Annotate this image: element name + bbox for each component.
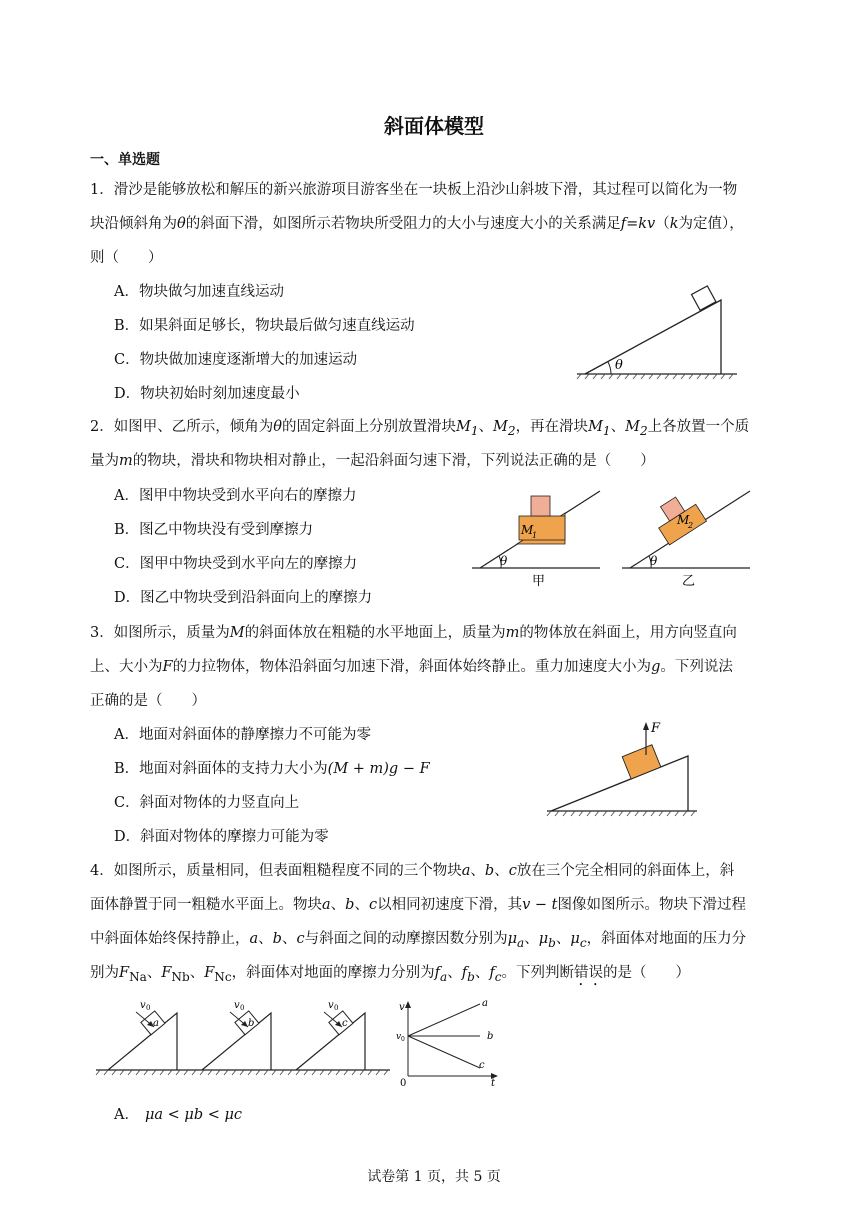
q2-option-b[interactable]: B．图乙中物块没有受到摩擦力 (114, 522, 314, 538)
q1-line3: 则（ ） (90, 250, 163, 266)
q3-line2: 上、大小为F的力拉物体，物体沿斜面匀加速下滑，斜面体始终静止。重力加速度大小为g。下列说法 (90, 659, 733, 675)
svg-text:v: v (140, 1000, 146, 1011)
svg-text:2: 2 (688, 521, 694, 530)
q4-line2: 面体静置于同一粗糙水平面上。物块a、b、c以相同初速度下滑，其v − t图像如图所示。物块下滑过程 (90, 897, 746, 913)
q3-line3: 正确的是（ ） (90, 693, 206, 709)
q3-line1: 3．如图所示，质量为M的斜面体放在粗糙的水平地面上，质量为m的物体放在斜面上，用方向竖直向 (90, 625, 737, 641)
vt-line-a (408, 1004, 480, 1036)
q4-vt-graph (394, 996, 504, 1088)
q3-option-b[interactable]: B．地面对斜面体的支持力大小为(M + m)g − F (114, 761, 430, 777)
svg-text:c: c (479, 1060, 485, 1071)
q2-option-c[interactable]: C．图甲中物块受到水平向左的摩擦力 (114, 556, 358, 572)
q1-option-a[interactable]: A．物块做匀加速直线运动 (114, 284, 284, 300)
q4-line4: 别为$F_{Na}$、$F_{Nb}$、$F_{Nc}$，斜面体对地面的摩擦力分别为$f_a$、$f_b$、$f_c$。下列判断错误的是（ ） (90, 965, 690, 984)
q4-option-a[interactable]: A． μa < μb < μc (114, 1107, 243, 1123)
q4-line1: 4．如图所示，质量相同，但表面粗糙程度不同的三个物块a、b、c放在三个完全相同的斜面体上，斜 (90, 863, 735, 879)
q2-option-a[interactable]: A．图甲中物块受到水平向右的摩擦力 (114, 488, 357, 504)
q1-option-b[interactable]: B．如果斜面足够长，物块最后做匀速直线运动 (114, 318, 415, 334)
q2-line2: 量为m的物块，滑块和物块相对静止，一起沿斜面匀速下滑，下列说法正确的是（ ） (90, 453, 655, 469)
svg-text:v: v (399, 1002, 405, 1013)
section-heading: 一、单选题 (90, 152, 160, 168)
q2-figure-yi (620, 488, 755, 588)
svg-text:M: M (521, 523, 534, 537)
svg-text:0: 0 (400, 1078, 407, 1089)
q2-option-d[interactable]: D．图乙中物块受到沿斜面向上的摩擦力 (114, 590, 373, 606)
q1-line1: 1．滑沙是能够放松和解压的新兴旅游项目游客坐在一块板上沿沙山斜坡下滑，其过程可以简化为一物 (90, 182, 738, 198)
q2-label-yi: 乙 (682, 574, 696, 589)
vt-line-c (408, 1036, 480, 1068)
svg-text:0: 0 (401, 1036, 405, 1043)
svg-text:v: v (328, 1000, 334, 1011)
svg-text:v: v (396, 1032, 402, 1042)
svg-text:t: t (491, 1078, 496, 1089)
q3-fig-F: F (651, 721, 661, 736)
q3-option-d[interactable]: D．斜面对物体的摩擦力可能为零 (114, 829, 329, 845)
q3-incline-figure (545, 718, 705, 823)
q1-line2: 块沿倾斜角为θ的斜面下滑，如图所示若物块所受阻力的大小与速度大小的关系满足f=kv（k为定值）， (90, 216, 744, 232)
svg-text:b: b (487, 1031, 494, 1042)
q3-option-c[interactable]: C．斜面对物体的力竖直向上 (114, 795, 300, 811)
page-title: 斜面体模型 (384, 114, 484, 138)
q4-inclines-figure (94, 996, 394, 1086)
q3-option-a[interactable]: A．地面对斜面体的静摩擦力不可能为零 (114, 727, 371, 743)
svg-text:1: 1 (532, 531, 538, 540)
svg-text:0: 0 (334, 1004, 339, 1012)
svg-text:0: 0 (240, 1004, 245, 1012)
q1-fig-theta: θ (615, 358, 623, 373)
q1-incline-figure (575, 282, 740, 382)
svg-text:a: a (153, 1018, 159, 1029)
svg-text:0: 0 (146, 1004, 151, 1012)
svg-text:M: M (677, 513, 690, 527)
page-footer: 试卷第 1 页，共 5 页 (367, 1169, 501, 1185)
q2-line1: 2．如图甲、乙所示，倾角为θ的固定斜面上分别放置滑块$M_1$、$M_2$，再在滑块$M_1$、$M_2$上各放置一个质 (90, 419, 750, 438)
q2-figure-jia (470, 488, 605, 588)
svg-text:θ: θ (650, 554, 658, 568)
svg-text:θ: θ (500, 554, 508, 568)
svg-text:v: v (234, 1000, 240, 1011)
q4-line3: 中斜面体始终保持静止，a、b、c与斜面之间的动摩擦因数分别为$\mu_a$、$\mu_b$、$\mu_c$，斜面体对地面的压力分 (90, 931, 747, 950)
q1-option-c[interactable]: C．物块做加速度逐渐增大的加速运动 (114, 352, 358, 368)
svg-text:c: c (342, 1018, 348, 1029)
svg-text:a: a (482, 998, 488, 1009)
q2-label-jia: 甲 (532, 574, 546, 589)
svg-text:b: b (248, 1018, 255, 1029)
q1-option-d[interactable]: D．物块初始时刻加速度最小 (114, 386, 300, 402)
